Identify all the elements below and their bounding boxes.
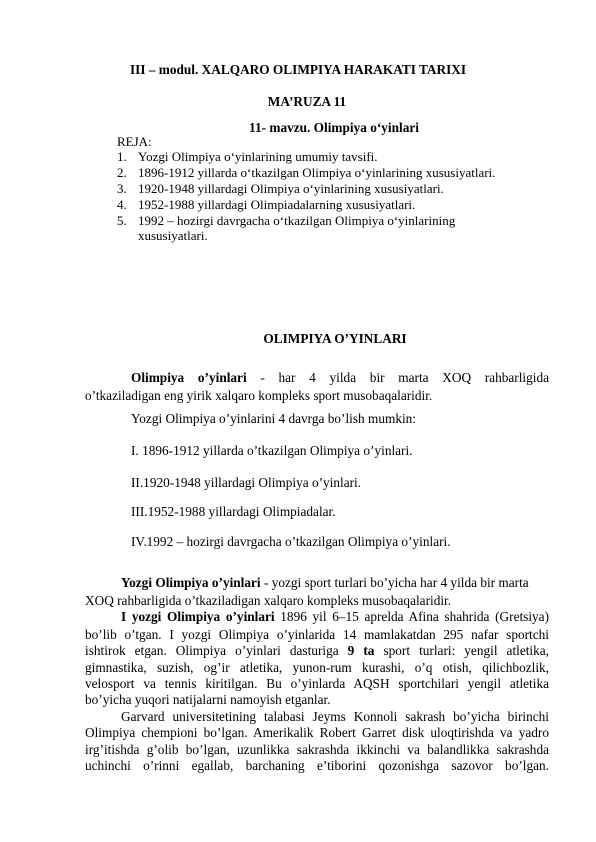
period-item: III.1952-1988 yillardagi Olimpiadalar. (131, 504, 336, 519)
plan-item (117, 181, 444, 197)
plan-item (117, 165, 495, 181)
first-games-line (85, 643, 549, 659)
summer-paragraph-line: XOQ rahbarligida o’tkaziladigan xalqaro kompleks musobaqalaridir. (85, 593, 452, 608)
plan-label: REJA: (117, 134, 152, 149)
plan-item-text: 1992 – hozirgi davrgacha o‘tkazilgan Olimpiya o‘yinlarining (138, 213, 456, 228)
period-item: IV.1992 – hozirgi davrgacha o’tkazilgan Olimpiya o’yinlari. (131, 534, 451, 549)
first-games-line: velosport va tennis kiritilgan. Bu o’yinlarda AQSH sportchilari yengil atletika (85, 676, 549, 691)
first-games-line: gimnastika, suzish, og’ir atletika, yunon-rum kurashi, o’q otish, qilichbozlik, (85, 660, 549, 675)
plan-item-text: 1952-1988 yillardagi Olimpiadalarning xususiyatlari. (138, 197, 416, 212)
plan-item (117, 149, 378, 165)
plan-item-text: Yozgi Olimpiya o‘yinlarining umumiy tavsifi. (138, 149, 378, 164)
term-yozgi-olimpiya: Yozgi Olimpiya o’yinlari (121, 575, 261, 590)
connolly-line: Olimpiya chempioni bo’lgan. Amerikalik Robert Garret disk uloqtirishda va yadro (85, 725, 549, 740)
periods-lead: Yozgi Olimpiya o’yinlarini 4 davrga bo’lish mumkin: (131, 411, 417, 426)
plan-item (117, 213, 489, 229)
section-title: OLIMPIYA O’YINLARI (263, 331, 407, 346)
summer-paragraph-line (121, 575, 529, 591)
period-item: I. 1896-1912 yillarda o’tkazilgan Olimpiya o’yinlari. (131, 443, 413, 458)
plan-item-text: 1896-1912 yillarda o‘tkazilgan Olimpiya o‘yinlarining xususiyatlari. (138, 165, 496, 180)
plan-item-number: 1. (117, 149, 127, 164)
term-olimpiya-oyinlari: Olimpiya o’yinlari (131, 370, 247, 385)
plan-item-number: 4. (117, 197, 127, 212)
plan-item (117, 197, 415, 213)
plan-item-text: 1920-1948 yillardagi Olimpiya o‘yinlarining xususiyatlari. (138, 181, 444, 196)
first-games-text: 1896 yil 6–15 aprelda Afina shahrida (Gretsiya) (274, 609, 550, 624)
first-games-line (121, 609, 549, 625)
intro-paragraph-line: o’tkaziladigan eng yirik xalqaro kompleks sport musobaqalaridir. (85, 388, 433, 403)
intro-text: - har 4 yilda bir marta XOQ rahbarligida (246, 370, 549, 385)
first-games-text: sport turlari: yengil atletika, (374, 643, 550, 658)
summer-text: - yozgi sport turlari bo’yicha har 4 yilda bir marta (260, 575, 529, 590)
plan-item-number: 3. (117, 181, 127, 196)
first-games-text: ishtirok etgan. Olimpiya o’yinlari dasturiga (85, 643, 348, 658)
first-games-line: bo’lib o’tgan. I yozgi Olimpiya o’yinlarida 14 mamlakatdan 295 nafar sportchi (85, 627, 549, 642)
intro-paragraph-line (131, 370, 549, 386)
connolly-line: uchinchi o’rinni egallab, barchaning e’tiborini qozonishga sazovor bo’lgan. (85, 758, 549, 773)
sport-count: 9 ta (347, 643, 375, 658)
connolly-line: Garvard universitetining talabasi Jeyms Konnoli sakrash bo’yicha birinchi (121, 709, 549, 724)
plan-item-number: 2. (117, 165, 127, 180)
plan-item-number: 5. (117, 213, 127, 228)
module-title: III – modul. XALQARO OLIMPIYA HARAKATI TARIXI (129, 62, 467, 77)
period-item: II.1920-1948 yillardagi Olimpiya o’yinlari. (131, 475, 362, 490)
topic-title: 11- mavzu. Olimpiya o‘yinlari (249, 120, 419, 135)
first-games-line: bo’yicha yuqori natijalarni namoyish etganlar. (85, 692, 331, 707)
term-first-games: I yozgi Olimpiya o’yinlari (121, 609, 275, 624)
connolly-line: irg’itishda g’olib bo’lgan, uzunlikka sakrashda ikkinchi va balandlikka sakrashda (85, 742, 549, 757)
plan-item-continuation: xususiyatlari. (138, 228, 208, 243)
lecture-title: MA’RUZA 11 (267, 94, 347, 109)
